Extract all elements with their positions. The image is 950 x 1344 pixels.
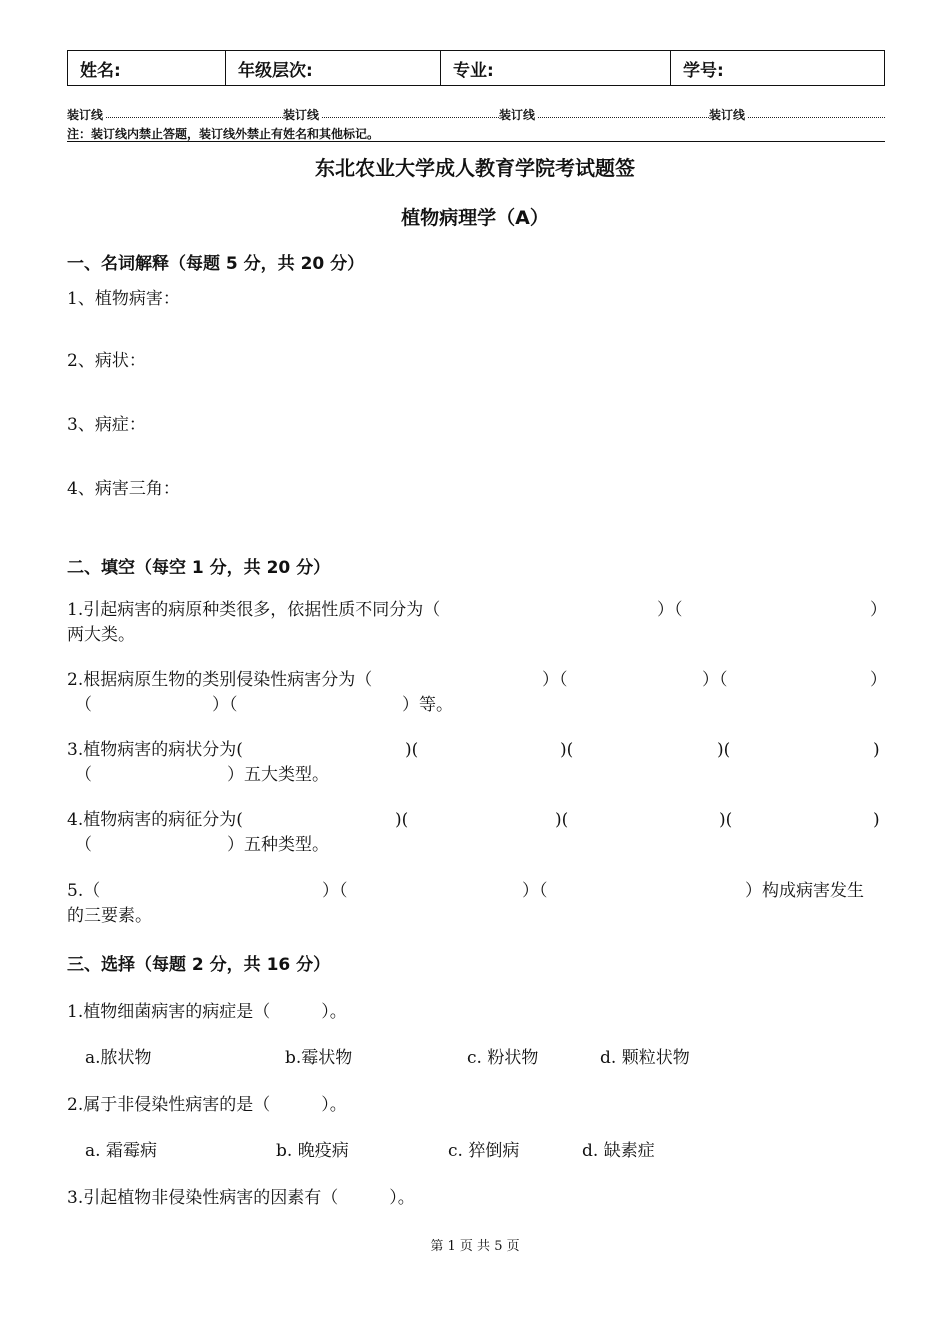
blank-paren: ）（ xyxy=(702,670,728,690)
blank-paren: ） xyxy=(870,600,887,620)
page-number: 第 1 页 共 5 页 xyxy=(430,1239,520,1254)
question-text: 3.植物病害的病状分为( xyxy=(67,740,243,760)
student-info-table xyxy=(67,50,885,86)
fill-question-3 xyxy=(67,738,882,788)
choice-option: d. 缺素症 xyxy=(582,1141,655,1161)
blank-paren: ）五大类型。 xyxy=(227,765,329,785)
blank-paren: ) xyxy=(873,810,880,830)
exam-title: 东北农业大学成人教育学院考试题签 xyxy=(315,156,635,180)
blank-paren: )( xyxy=(717,740,731,760)
binding-note: 注：装订线内禁止答题，装订线外禁止有姓名和其他标记。 xyxy=(67,127,380,141)
binding-line xyxy=(67,106,885,122)
question-text: 两大类。 xyxy=(67,625,135,645)
blank-paren: )( xyxy=(719,810,733,830)
question-text: 5.（ xyxy=(67,881,101,901)
blank-paren: ）五种类型。 xyxy=(227,835,329,855)
blank-paren: （ xyxy=(75,835,92,855)
name-label: 姓名: xyxy=(80,60,121,81)
blank-paren: ）（ xyxy=(657,600,683,620)
fill-question-1 xyxy=(67,598,887,648)
blank-paren: ）（ xyxy=(212,695,238,715)
blank-paren: ）（ xyxy=(522,881,548,901)
blank-paren: （ xyxy=(75,695,92,715)
binding-label: 装订线 xyxy=(709,108,746,122)
blank-paren: )( xyxy=(405,740,419,760)
fill-question-2 xyxy=(67,668,887,718)
blank-paren: （ xyxy=(75,765,92,785)
major-label: 专业: xyxy=(453,60,494,81)
binding-label: 装订线 xyxy=(499,108,536,122)
section-3-title: 三、选择（每题 2 分，共 16 分） xyxy=(67,955,331,975)
choice-option: d. 颗粒状物 xyxy=(600,1048,690,1068)
choice-option: c. 猝倒病 xyxy=(448,1141,520,1161)
blank-paren: ）等。 xyxy=(402,695,453,715)
binding-label: 装订线 xyxy=(283,108,320,122)
divider xyxy=(67,141,885,142)
subject-title: 植物病理学（A） xyxy=(401,207,549,229)
question-text: 4.植物病害的病征分为( xyxy=(67,810,243,830)
definition-item: 2、病状： xyxy=(67,351,146,371)
blank-paren: ） xyxy=(870,670,887,690)
grade-label: 年级层次: xyxy=(238,60,313,81)
choice-option: b.霉状物 xyxy=(285,1048,353,1068)
definition-item: 1、植物病害： xyxy=(67,289,180,309)
choice-option: b. 晚疫病 xyxy=(276,1141,349,1161)
fill-question-4 xyxy=(67,808,882,858)
question-text: 2.根据病原生物的类别侵染性病害分为（ xyxy=(67,670,373,690)
binding-label: 装订线 xyxy=(67,108,104,122)
fill-question-5 xyxy=(67,879,882,929)
binding-dotted-rule xyxy=(67,117,885,118)
choice-option: a. 霜霉病 xyxy=(85,1141,157,1161)
major-field xyxy=(441,51,671,85)
blank-paren: ）（ xyxy=(542,670,568,690)
blank-paren: )( xyxy=(555,810,569,830)
grade-field xyxy=(226,51,441,85)
blank-paren: )( xyxy=(395,810,409,830)
choice-question-1: 1.植物细菌病害的病症是（ ）。 xyxy=(67,1002,347,1022)
student-id-field xyxy=(671,51,883,85)
choice-option: a.脓状物 xyxy=(85,1048,152,1068)
blank-paren: ）（ xyxy=(322,881,348,901)
question-text: 的三要素。 xyxy=(67,906,152,926)
section-2-title: 二、填空（每空 1 分，共 20 分） xyxy=(67,558,331,578)
question-text: 1.引起病害的病原种类很多，依据性质不同分为（ xyxy=(67,600,441,620)
definition-item: 4、病害三角： xyxy=(67,479,180,499)
choice-question-2: 2.属于非侵染性病害的是（ ）。 xyxy=(67,1095,347,1115)
section-1-title: 一、名词解释（每题 5 分，共 20 分） xyxy=(67,254,365,274)
name-field xyxy=(68,51,226,85)
blank-paren: ）构成病害发生 xyxy=(745,881,864,901)
blank-paren: ) xyxy=(873,740,880,760)
choice-option: c. 粉状物 xyxy=(467,1048,539,1068)
student-id-label: 学号: xyxy=(683,60,724,81)
blank-paren: )( xyxy=(560,740,574,760)
choice-question-3: 3.引起植物非侵染性病害的因素有（ ）。 xyxy=(67,1188,415,1208)
definition-item: 3、病症： xyxy=(67,415,146,435)
